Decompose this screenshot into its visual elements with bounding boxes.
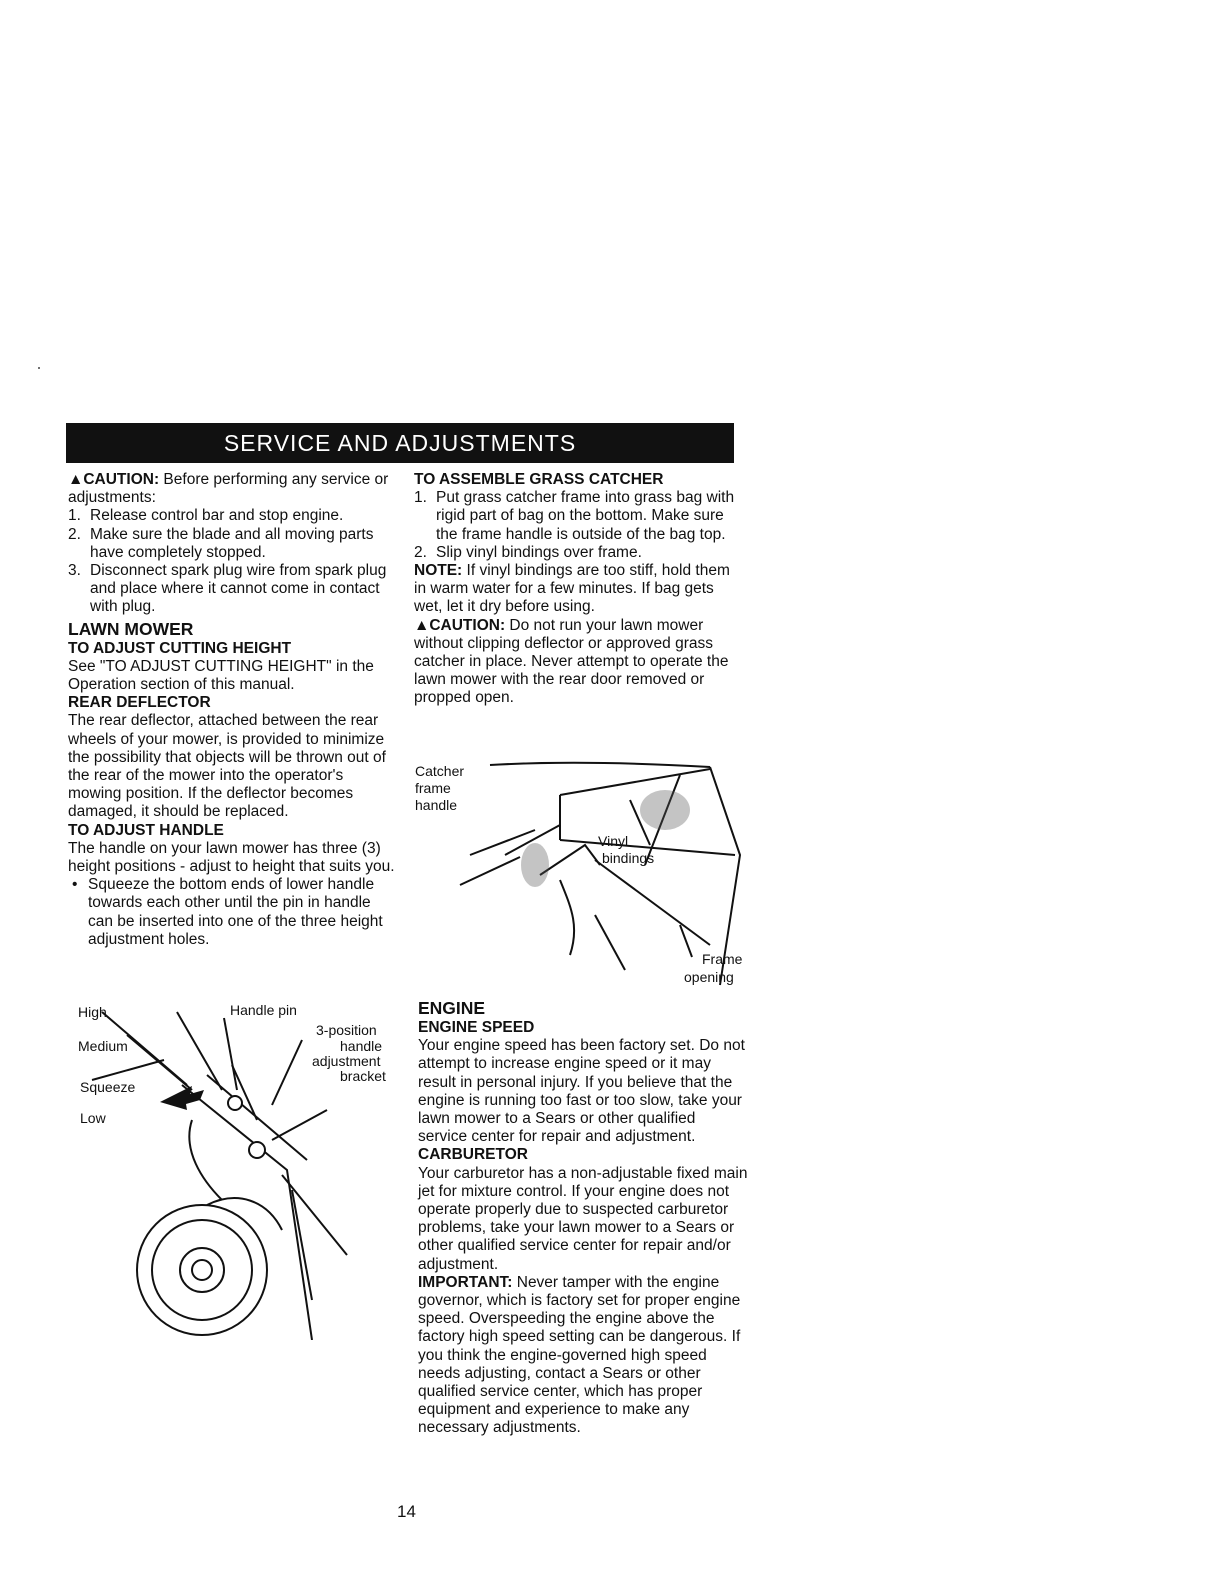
medium-label: Medium: [78, 1038, 128, 1054]
handle-pin-label: Handle pin: [230, 1002, 297, 1018]
catcher-label-3: handle: [415, 797, 458, 813]
adjust-handle-text: The handle on your lawn mower has three (3) height positions - adjust to height that suits you.: [68, 839, 395, 876]
engine-heading: ENGINE: [418, 998, 486, 1018]
right-column-top: [414, 471, 744, 708]
bracket-label-3: adjustment: [312, 1053, 381, 1069]
list-item: [414, 544, 744, 562]
bullet-item: [68, 876, 398, 949]
bracket-label-4: bracket: [340, 1068, 386, 1084]
grass-catcher-drawing: [410, 755, 745, 990]
list-text: Disconnect spark plug wire from spark plug and place where it cannot come in contact with plug.: [90, 562, 387, 616]
note-paragraph: [414, 562, 744, 617]
important-paragraph: [418, 1274, 748, 1438]
stray-mark: [38, 367, 40, 369]
grass-catcher-figure: [410, 755, 745, 990]
catcher-label-1: Catcher: [415, 763, 465, 779]
caution-label-2: CAUTION:: [429, 616, 506, 634]
squeeze-arrow-icon: [160, 1086, 204, 1110]
note-label: NOTE:: [414, 562, 463, 580]
list-text: Slip vinyl bindings over frame.: [436, 543, 642, 561]
important-label: IMPORTANT:: [418, 1273, 513, 1291]
left-column: [68, 471, 398, 949]
list-item: [68, 507, 398, 525]
rear-deflector-text: The rear deflector, attached between the rear wheels of your mower, is provided to minimize the possibility that objects will be thrown out of the rear of the mower into the operator's mowing position. If the deflector becomes damaged, it should be replaced.: [68, 712, 386, 821]
vinyl-label-2: bindings: [602, 850, 655, 866]
list-item: [68, 526, 398, 562]
carburetor-heading: CARBURETOR: [418, 1146, 528, 1164]
warning-icon: ▲: [68, 471, 84, 488]
frame-label-2: opening: [684, 969, 734, 985]
list-item: [68, 562, 398, 617]
lawn-mower-heading: LAWN MOWER: [68, 618, 194, 639]
caution-paragraph-2: [414, 617, 744, 708]
warning-icon: ▲: [414, 616, 430, 634]
list-text: Put grass catcher frame into grass bag with rigid part of bag on the bottom. Make sure the frame handle is outside of the bag top.: [436, 489, 735, 543]
engine-speed-text: Your engine speed has been factory set. Do not attempt to increase engine speed or it may result in personal injury. If you believe that the engine is running too fast or too slow, take your lawn mower to a Sears or other qualified service center for repair and adjustment.: [418, 1037, 745, 1146]
list-number: 1.: [414, 489, 427, 507]
bullet-dot: •: [72, 876, 78, 894]
list-number: 2.: [68, 525, 81, 543]
list-text: Release control bar and stop engine.: [90, 507, 344, 525]
note-text: If vinyl bindings are too stiff, hold them in warm water for a few minutes. If bag gets wet, let it dry before using.: [414, 562, 730, 616]
carburetor-text: Your carburetor has a non-adjustable fixed main jet for mixture control. If your engine does not operate properly due to suspected carburetor problems, take your lawn mower to a Sears or other qualified service center for repair and/or adjustment.: [418, 1164, 748, 1273]
bracket-label-2: handle: [340, 1038, 383, 1054]
section-banner: [66, 423, 734, 463]
right-column-bottom: [418, 996, 748, 1438]
vinyl-label-1: Vinyl: [598, 833, 629, 849]
frame-label-1: Frame: [702, 951, 743, 967]
low-label: Low: [80, 1110, 106, 1126]
bracket-label-1: 3-position: [316, 1022, 377, 1038]
bullet-text: Squeeze the bottom ends of lower handle towards each other until the pin in handle can be inserted into one of the three height adjustment holes.: [88, 876, 383, 948]
cutting-height-text: See "TO ADJUST CUTTING HEIGHT" in the Operation section of this manual.: [68, 657, 374, 694]
list-text: Make sure the blade and all moving parts have completely stopped.: [90, 525, 374, 561]
list-number: 3.: [68, 562, 81, 580]
page-number: 14: [397, 1502, 416, 1521]
assemble-catcher-heading: TO ASSEMBLE GRASS CATCHER: [414, 471, 664, 488]
adjust-handle-heading: TO ADJUST HANDLE: [68, 821, 224, 839]
engine-speed-heading: ENGINE SPEED: [418, 1019, 535, 1036]
important-text: Never tamper with the engine governor, which is factory set for proper engine speed. Overspeeding the engine above the factory high speed setting can be dangerous. If you think the engine-governed high speed needs adjusting, contact a Sears or other qualified service center, which has proper equipment and experience to make any necessary adjustments.: [418, 1273, 741, 1437]
squeeze-label: Squeeze: [80, 1079, 136, 1095]
catcher-label-2: frame: [415, 780, 451, 796]
caution-text: Before performing any service or adjustments:: [68, 471, 389, 507]
list-item: [414, 489, 744, 544]
rear-deflector-heading: REAR DEFLECTOR: [68, 694, 211, 712]
list-number: 2.: [414, 543, 427, 561]
handle-adjust-figure: [72, 1000, 390, 1340]
caution-label: CAUTION:: [83, 471, 160, 488]
caution-paragraph: [68, 471, 398, 507]
section-title: SERVICE AND ADJUSTMENTS: [223, 430, 577, 456]
caution-text-2: Do not run your lawn mower without clipping deflector or approved grass catcher in place. Never attempt to operate the lawn mower with the rear door removed or propped open.: [414, 616, 729, 707]
cutting-height-heading: TO ADJUST CUTTING HEIGHT: [68, 639, 292, 657]
high-label: High: [78, 1004, 107, 1020]
list-number: 1.: [68, 507, 81, 525]
